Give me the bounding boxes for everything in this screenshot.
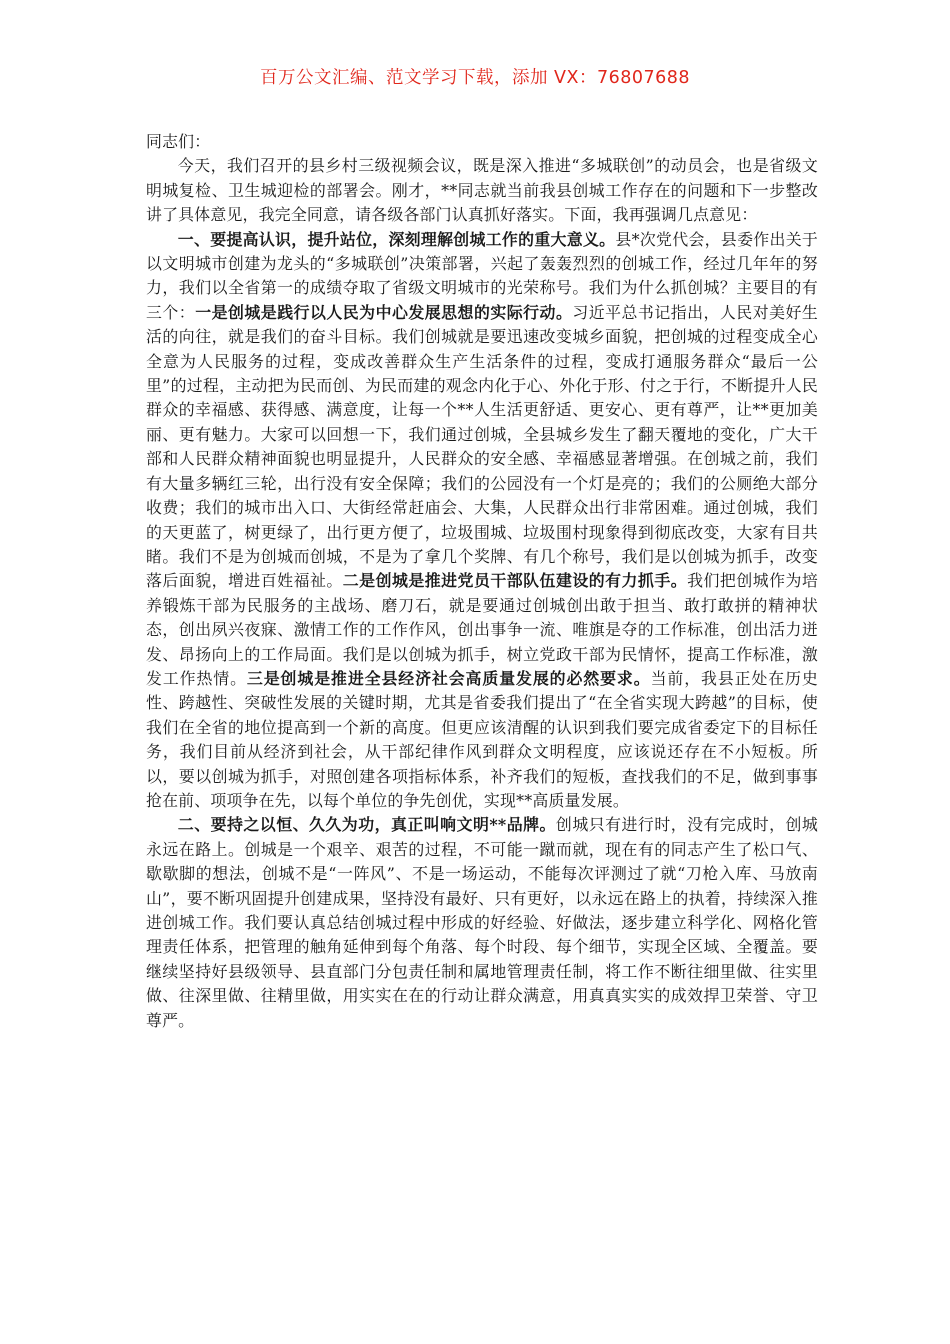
section-2-text: 创城只有进行时，没有完成时，创城永远在路上。创城是一个艰辛、艰苦的过程，不可能一蹴而就，现在有的同志产生了松口气、歇歇脚的想法，创城不是“一阵风”、不是一场运动，不能每次评测过了就“刀枪入库、马放南山”，要不断巩固提升创建成果，坚持没有最好、只有更好，以永远在路上的执着，持续深入推进创城工作。我们要认真总结创城过程中形成的好经验、好做法，逐步建立科学化、网格化管理责任体系，把管理的触角延伸到每个角落、每个时段、每个细节，实现全区域、全覆盖。要继续坚持好县级领导、县直部门分包责任制和属地管理责任制，将工作不断往细里做、往实里做、往深里做、往精里做，用实实在在的行动让群众满意，用真真实实的成效捍卫荣誉、守卫尊严。	[146, 815, 819, 1030]
section-1-point-1: 一是创城是践行以人民为中心发展思想的实际行动。	[195, 302, 573, 322]
header-banner: 百万公文汇编、范文学习下载，添加 VX：76807688	[259, 68, 691, 88]
section-1-text-c: 我们把创城作为培养锻炼干部为民服务的主战场、磨刀石，就是要通过创城创出敢于担当、敢打敢拼的精神状态，创出夙兴夜寐、激情工作的工作作风，创出事争一流、唯旗是夺的工作标准，创出活力迸发、昂扬向上的工作局面。我们是以创城为抓手，树立党政干部为民情怀，提高工作标准，激发工作热情。	[146, 571, 818, 688]
intro-paragraph: 今天，我们召开的县乡村三级视频会议，既是深入推进“多城联创”的动员会，也是省级文明城复检、卫生城迎检的部署会。刚才，**同志就当前我县创城工作存在的问题和下一步整改讲了具体意见，我完全同意，请各级各部门认真抓好落实。下面，我再强调几点意见：	[146, 156, 818, 225]
salutation: 同志们：	[146, 132, 211, 151]
section-1-paragraph	[146, 228, 818, 814]
section-1-text-a: 县*次党代会，县委作出关于以文明城市创建为龙头的“多城联创”决策部署，兴起了轰轰烈烈的创城工作，经过几年年的努力，我们以全省第一的成绩夺取了省级文明城市的光荣称号。我们为什么抓创城？主要目的有三个：	[146, 229, 818, 322]
section-1-text-d: 当前，我县正处在历史性、跨越性、突破性发展的关键时期，尤其是省委我们提出了“在全省实现大跨越”的目标，使我们在全省的地位提高到一个新的高度。但更应该清醒的认识到我们要完成省委定下的目标任务，我们目前从经济到社会，从干部纪律作风到群众文明程度，应该说还存在不小短板。所以，要以创城为抓手，对照创建各项指标体系，补齐我们的短板，查找我们的不足，做到事事抢在前、项项争在先，以每个单位的争先创优，实现**高质量发展。	[146, 668, 819, 810]
section-2-heading: 二、要持之以恒、久久为功，真正叫响文明**品牌。	[177, 815, 556, 835]
document-body	[146, 130, 818, 1033]
section-1-point-3: 三是创城是推进全县经济社会高质量发展的必然要求。	[246, 668, 651, 688]
section-1-text-b: 习近平总书记指出，人民对美好生活的向往，就是我们的奋斗目标。我们创城就是要迅速改变城乡面貌，把创城的过程变成全心全意为人民服务的过程，变成改善群众生产生活条件的过程，变成打通服务群众“最后一公里”的过程，主动把为民而创、为民而建的观念内化于心、外化于形、付之于行，不断提升人民群众的幸福感、获得感、满意度，让每一个**人生活更舒适、更安心、更有尊严，让**更加美丽、更有魅力。大家可以回想一下，我们通过创城，全县城乡发生了翻天覆地的变化，广大干部和人民群众精神面貌也明显提升，人民群众的安全感、幸福感显著增强。在创城之前，我们有大量多辆红三轮，出行没有安全保障；我们的公园没有一个灯是亮的；我们的公厕绝大部分收费；我们的城市出入口、大街经常赶庙会、大集，人民群众出行非常困难。通过创城，我们的天更蓝了，树更绿了，出行更方便了，垃圾围城、垃圾围村现象得到彻底改变，大家有目共睹。我们不是为创城而创城，不是为了拿几个奖牌、有几个称号，我们是以创城为抓手，改变落后面貌，增进百姓福祉。	[146, 302, 818, 591]
section-1-heading: 一、要提高认识，提升站位，深刻理解创城工作的重大意义。	[177, 229, 616, 249]
section-2-paragraph	[146, 813, 818, 1033]
section-1-point-2: 二是创城是推进党员干部队伍建设的有力抓手。	[342, 571, 688, 591]
